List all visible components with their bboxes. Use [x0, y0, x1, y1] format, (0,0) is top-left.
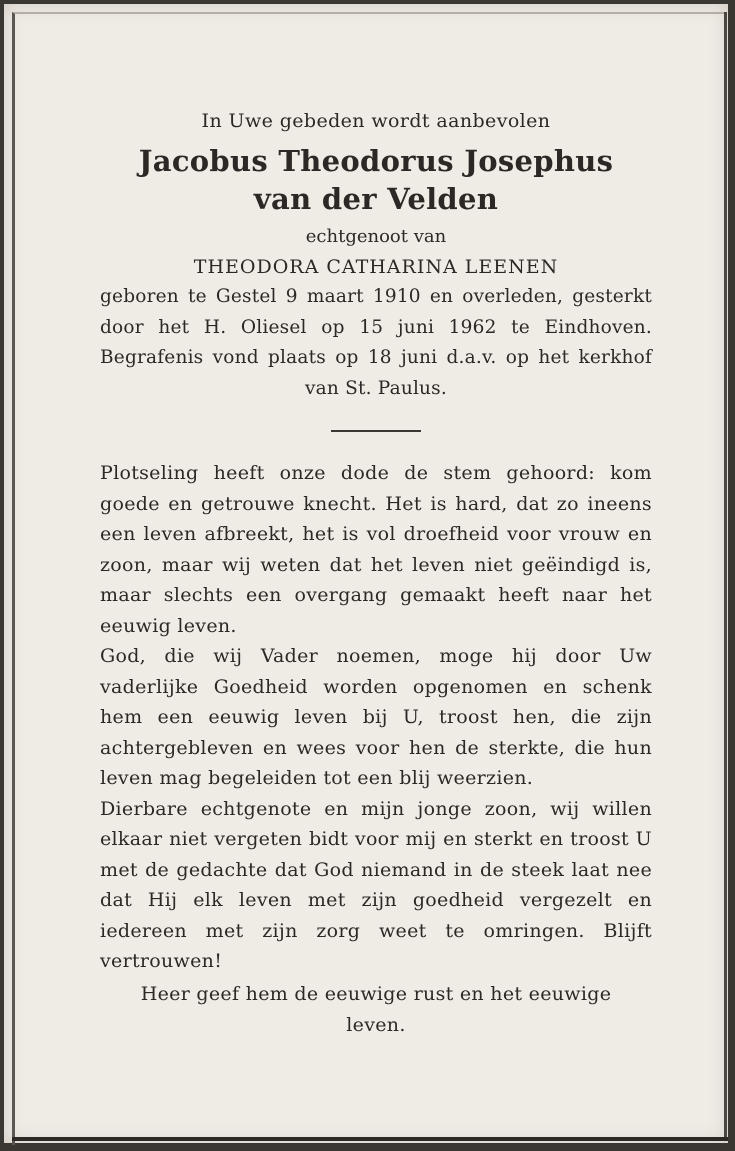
card-content — [100, 104, 652, 1041]
deceased-name-line1: Jacobus Theodorus Josephus — [138, 144, 614, 178]
closing-prayer: Heer geef hem de eeuwige rust en het eeuwige leven. — [140, 982, 612, 1036]
prayer-paragraph-2: God, die wij Vader noemen, moge hij door Uw vaderlijke Goedheid worden opgenomen en schenk hem een eeuwig leven bij U, troost hen, die zijn achtergebleven en wees voor hen de sterkte, die hun leven mag begeleiden tot een blij weerzien. — [100, 645, 652, 789]
frame-right-edge — [724, 12, 727, 1141]
spouse-label: echtgenoot van — [305, 226, 447, 247]
biography: geboren te Gestel 9 maart 1910 en overleden, gesterkt door het H. Oliesel op 15 juni 1962 te Eindhoven. Begrafenis vond plaats op 18 juni d.a.v. op het kerkhof van St. Paulus. — [100, 286, 652, 399]
prayer-paragraph-3: Dierbare echtgenote en mijn jonge zoon, wij willen elkaar niet vergeten bidt voor mij en sterkt en troost U met de gedachte dat God niemand in de steek laat nee dat Hij elk leven met zijn goedheid vergezelt en iedereen met zijn zorg weet te omringen. Blijft vertrouwen! — [100, 797, 652, 972]
spouse-name: THEODORA CATHARINA LEENEN — [193, 256, 559, 278]
prayer-paragraph-1: Plotseling heeft onze dode de stem gehoord: kom goede en getrouwe knecht. Het is hard, dat zo ineens een leven afbreekt, het is vol droefheid voor vrouw en zoon, maar wij weten dat het leven niet geëindigd is, maar slechts een overgang gemaakt heeft naar het eeuwig leven. — [100, 462, 652, 637]
divider-line — [331, 430, 421, 432]
deceased-name-line2: van der Velden — [253, 182, 499, 216]
frame-bottom-edge — [12, 1137, 728, 1141]
memorial-card — [4, 4, 728, 1143]
prayer-text — [100, 458, 652, 977]
intro-line: In Uwe gebeden wordt aanbevolen — [201, 110, 551, 132]
